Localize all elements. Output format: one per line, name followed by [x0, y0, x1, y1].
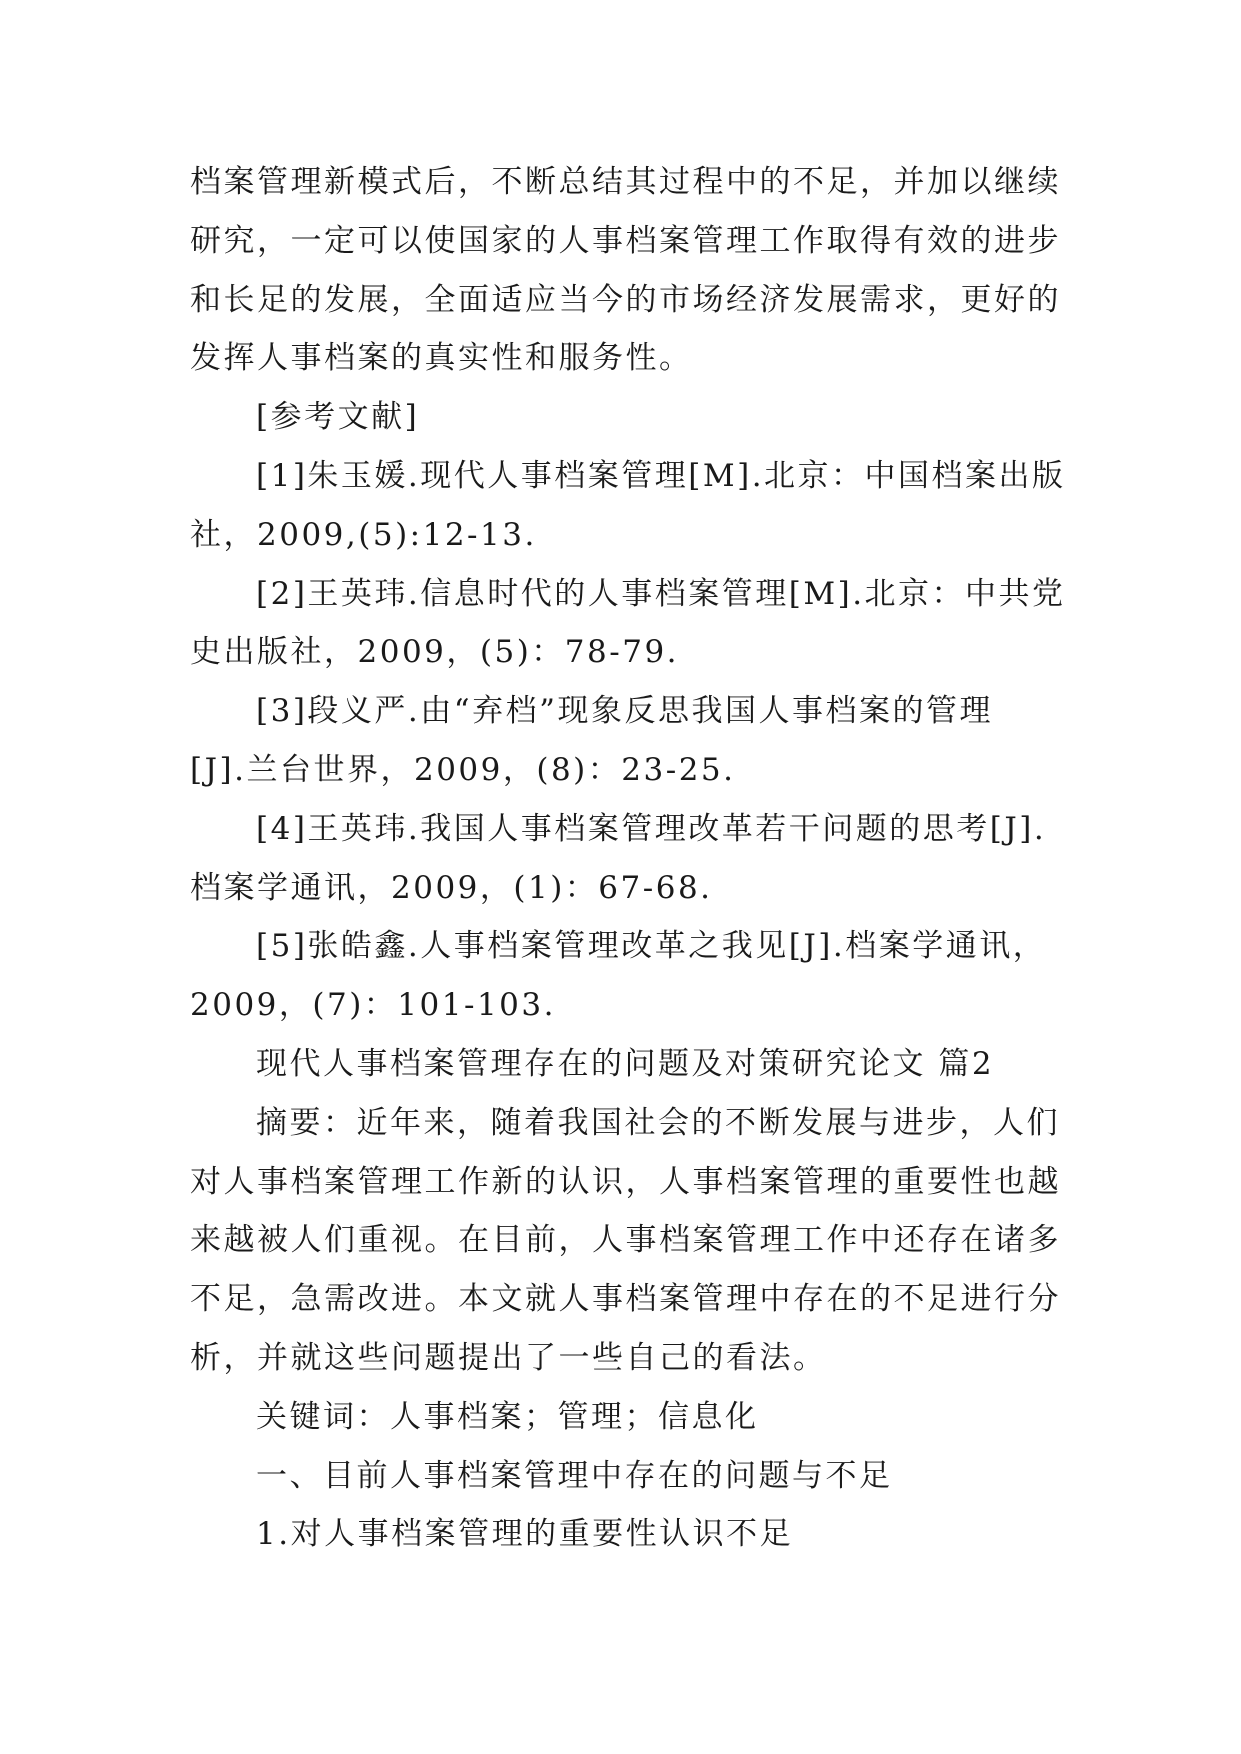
document-body	[190, 153, 1066, 1564]
text-line: 档案学通讯，2009，(1)：67-68.	[190, 869, 713, 906]
text-line: [4]王英玮.我国人事档案管理改革若干问题的思考[J].	[256, 810, 1047, 847]
text-line: 社，2009,(5):12-13.	[190, 516, 537, 553]
text-line: 和长足的发展，全面适应当今的市场经济发展需求，更好的	[190, 281, 1061, 318]
text-line: 不足，急需改进。本文就人事档案管理中存在的不足进行分	[190, 1281, 1061, 1318]
text-line: [参考文献]	[256, 399, 420, 436]
text-line: 现代人事档案管理存在的问题及对策研究论文 篇2	[256, 1045, 995, 1082]
text-line: 一、目前人事档案管理中存在的问题与不足	[256, 1457, 893, 1494]
text-line: 析，并就这些问题提出了一些自己的看法。	[190, 1339, 827, 1376]
text-line: [1]朱玉媛.现代人事档案管理[M].北京：中国档案出版	[256, 457, 1066, 494]
text-line: 摘要：近年来，随着我国社会的不断发展与进步，人们	[256, 1104, 1060, 1141]
text-line: [J].兰台世界，2009，(8)：23-25.	[190, 751, 736, 788]
text-line: 1.对人事档案管理的重要性认识不足	[256, 1516, 794, 1553]
text-line: 2009，(7)：101-103.	[190, 987, 556, 1024]
text-line: 来越被人们重视。在目前，人事档案管理工作中还存在诸多	[190, 1222, 1061, 1259]
text-line: [5]张皓鑫.人事档案管理改革之我见[J].档案学通讯，	[256, 928, 1047, 965]
text-line: 档案管理新模式后，不断总结其过程中的不足，并加以继续	[190, 164, 1061, 200]
text-line: 关键词：人事档案；管理；信息化	[256, 1398, 759, 1435]
text-line: [2]王英玮.信息时代的人事档案管理[M].北京：中共党	[256, 575, 1066, 612]
text-line: 对人事档案管理工作新的认识，人事档案管理的重要性也越	[190, 1163, 1061, 1200]
text-line: 研究，一定可以使国家的人事档案管理工作取得有效的进步	[190, 222, 1061, 259]
text-line: 史出版社，2009，(5)：78-79.	[190, 634, 680, 671]
text-line: 发挥人事档案的真实性和服务性。	[190, 340, 693, 377]
text-line: [3]段义严.由“弃档”现象反思我国人事档案的管理	[256, 693, 993, 730]
